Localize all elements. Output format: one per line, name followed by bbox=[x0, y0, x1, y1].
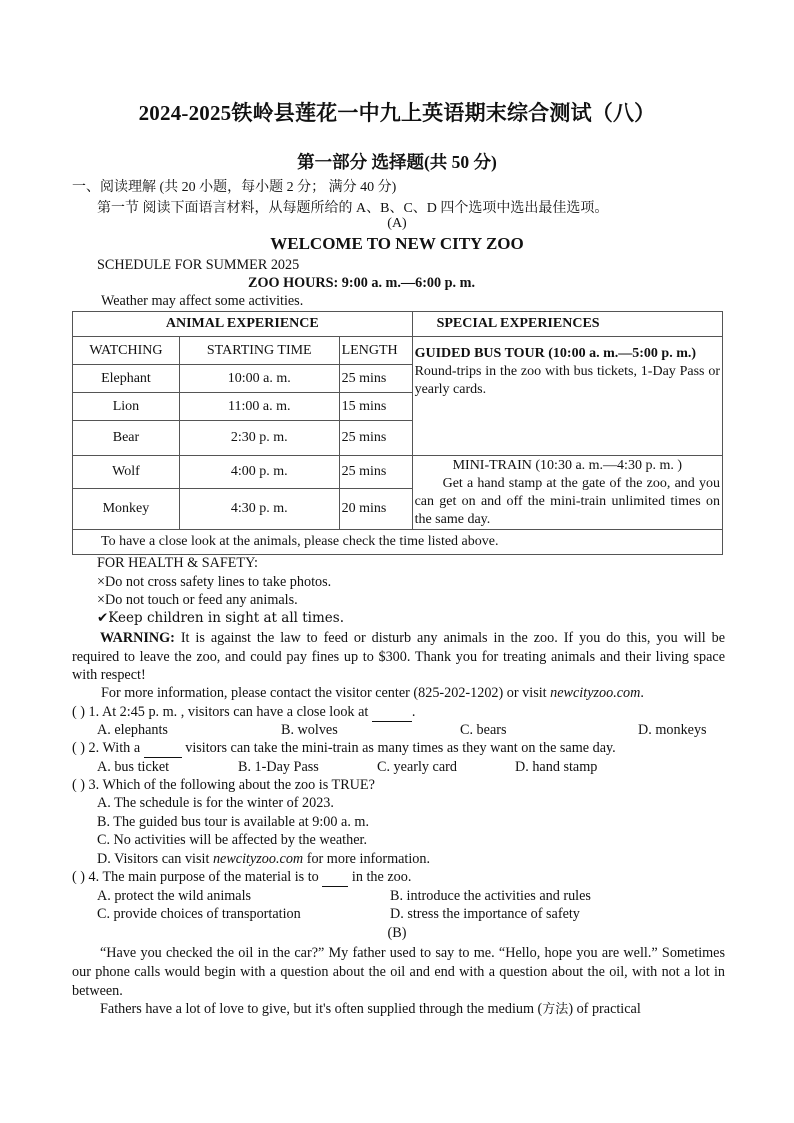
zoo-website: newcityzoo.com bbox=[212, 851, 304, 867]
animal-cell: Lion bbox=[73, 393, 180, 421]
q3-d-end: for more information. bbox=[303, 851, 431, 867]
time-cell: 10:00 a. m. bbox=[179, 365, 339, 393]
time-cell: 4:30 p. m. bbox=[179, 489, 339, 530]
section-heading: 一、阅读理解 (共 20 小题，每小题 2 分； 满分 40 分) bbox=[72, 180, 397, 195]
q1-option-b: B. wolves bbox=[281, 722, 338, 738]
animal-experience-header: ANIMAL EXPERIENCE bbox=[73, 312, 413, 337]
mini-train-cell bbox=[412, 456, 722, 530]
bus-tour-text: Round-trips in the zoo with bus tickets, 1-Day Pass or yearly cards. bbox=[414, 364, 720, 397]
passage-b-label: (B) bbox=[387, 925, 407, 941]
length-cell: 25 mins bbox=[339, 456, 412, 489]
bus-tour-cell bbox=[412, 337, 722, 456]
contact-line bbox=[101, 685, 644, 702]
q2-option-b: B. 1-Day Pass bbox=[238, 759, 319, 775]
mini-train-text: Get a hand stamp at the gate of the zoo, and you can get on and off the mini-train unlimited times on the same day. bbox=[414, 476, 720, 527]
time-cell: 11:00 a. m. bbox=[179, 393, 339, 421]
question-2 bbox=[72, 740, 616, 758]
length-cell: 25 mins bbox=[339, 365, 412, 393]
weather-note: Weather may affect some activities. bbox=[101, 293, 304, 309]
q2-start: ( ) 2. With a bbox=[72, 740, 141, 756]
time-cell: 2:30 p. m. bbox=[179, 421, 339, 456]
answer-blank bbox=[144, 740, 182, 758]
q1-option-d: D. monkeys bbox=[638, 722, 707, 738]
zoo-hours: ZOO HOURS: 9:00 a. m.—6:00 p. m. bbox=[248, 275, 475, 291]
bus-tour-title: GUIDED BUS TOUR (10:00 a. m.—5:00 p. m.) bbox=[414, 346, 697, 361]
q4-option-a: A. protect the wild animals bbox=[97, 888, 252, 904]
animal-cell: Monkey bbox=[73, 489, 180, 530]
answer-blank bbox=[372, 704, 412, 722]
schedule-heading: SCHEDULE FOR SUMMER 2025 bbox=[97, 257, 300, 273]
q4-option-d: D. stress the importance of safety bbox=[390, 906, 580, 922]
question-1 bbox=[72, 704, 415, 722]
exam-title: 2024-2025铁岭县莲花一中九上英语期末综合测试（八） bbox=[138, 101, 656, 125]
safety-rule: ×Do not cross safety lines to take photos. bbox=[97, 574, 332, 590]
length-cell: 25 mins bbox=[339, 421, 412, 456]
table-footer-note: To have a close look at the animals, please check the time listed above. bbox=[73, 530, 723, 555]
q3-option-b: B. The guided bus tour is available at 9:00 a. m. bbox=[97, 814, 370, 830]
question-4 bbox=[72, 869, 411, 887]
safety-rule: ×Do not touch or feed any animals. bbox=[97, 592, 298, 608]
length-cell: 20 mins bbox=[339, 489, 412, 530]
passage-b-paragraph: “Have you checked the oil in the car?” My father used to say to me. “Hello, hope you are well.” Sometimes our phone calls would begin with a question about the oil and end with a question about the oil, with not a lot in between. bbox=[72, 945, 725, 999]
q2-end: visitors can take the mini-train as many times as they want on the same day. bbox=[185, 740, 616, 756]
safety-heading: FOR HEALTH & SAFETY: bbox=[97, 555, 258, 571]
mini-train-title: MINI-TRAIN (10:30 a. m.—4:30 p. m. ) bbox=[452, 458, 682, 473]
question-3: ( ) 3. Which of the following about the zoo is TRUE? bbox=[72, 777, 375, 793]
contact-end: . bbox=[640, 685, 644, 701]
q4-option-c: C. provide choices of transportation bbox=[97, 906, 301, 922]
time-cell: 4:00 p. m. bbox=[179, 456, 339, 489]
q1-end: . bbox=[411, 704, 416, 720]
special-experiences-header: SPECIAL EXPERIENCES bbox=[412, 312, 722, 337]
answer-blank bbox=[322, 869, 348, 887]
part-title: 第一部分 选择题(共 50 分) bbox=[297, 152, 497, 172]
animal-cell: Bear bbox=[73, 421, 180, 456]
q4-end: in the zoo. bbox=[351, 869, 412, 885]
q1-option-c: C. bears bbox=[460, 722, 507, 738]
column-header-length: LENGTH bbox=[339, 337, 412, 365]
chinese-gloss: 方法 bbox=[542, 1002, 569, 1017]
q3-option-d bbox=[97, 851, 430, 868]
warning-label: WARNING: bbox=[100, 630, 175, 646]
table-row bbox=[73, 456, 723, 489]
q2-option-a: A. bus ticket bbox=[97, 759, 170, 775]
q2-option-c: C. yearly card bbox=[377, 759, 457, 775]
length-cell: 15 mins bbox=[339, 393, 412, 421]
zoo-website: newcityzoo.com bbox=[550, 685, 641, 701]
column-header-watching: WATCHING bbox=[73, 337, 180, 365]
q1-option-a: A. elephants bbox=[97, 722, 168, 738]
q1-stem: ( ) 1. At 2:45 p. m. , visitors can have a close look at bbox=[72, 704, 369, 720]
column-header-starting-time: STARTING TIME bbox=[179, 337, 339, 365]
contact-text: For more information, please contact the visitor center (825-202-1202) or visit bbox=[101, 685, 551, 701]
animal-cell: Wolf bbox=[73, 456, 180, 489]
warning-paragraph bbox=[72, 629, 725, 685]
q2-option-d: D. hand stamp bbox=[515, 759, 598, 775]
q3-d-start: D. Visitors can visit bbox=[97, 851, 213, 867]
passage-b-paragraph bbox=[72, 1000, 725, 1020]
q4-start: ( ) 4. The main purpose of the material is to bbox=[72, 869, 319, 885]
p2-end: ) of practical bbox=[568, 1001, 641, 1017]
p2-start: Fathers have a lot of love to give, but it's often supplied through the medium ( bbox=[100, 1001, 543, 1017]
q3-option-a: A. The schedule is for the winter of 2023. bbox=[97, 795, 334, 811]
warning-text: It is against the law to feed or disturb any animals in the zoo. If you do this, you will be required to leave the zoo, and could pay fines up to $300. Thank you for treating animals and their living space with respect! bbox=[72, 630, 725, 683]
instruction-line: 第一节 阅读下面语言材料，从每题所给的 A、B、C、D 四个选项中选出最佳选项。 bbox=[97, 201, 609, 216]
animal-cell: Elephant bbox=[73, 365, 180, 393]
q4-option-b: B. introduce the activities and rules bbox=[390, 888, 591, 904]
zoo-welcome-heading: WELCOME TO NEW CITY ZOO bbox=[270, 234, 524, 253]
zoo-schedule-table bbox=[72, 311, 723, 555]
safety-rule: ✔Keep children in sight at all times. bbox=[97, 610, 345, 626]
q3-option-c: C. No activities will be affected by the weather. bbox=[97, 832, 367, 848]
passage-a-label: (A) bbox=[387, 216, 407, 231]
